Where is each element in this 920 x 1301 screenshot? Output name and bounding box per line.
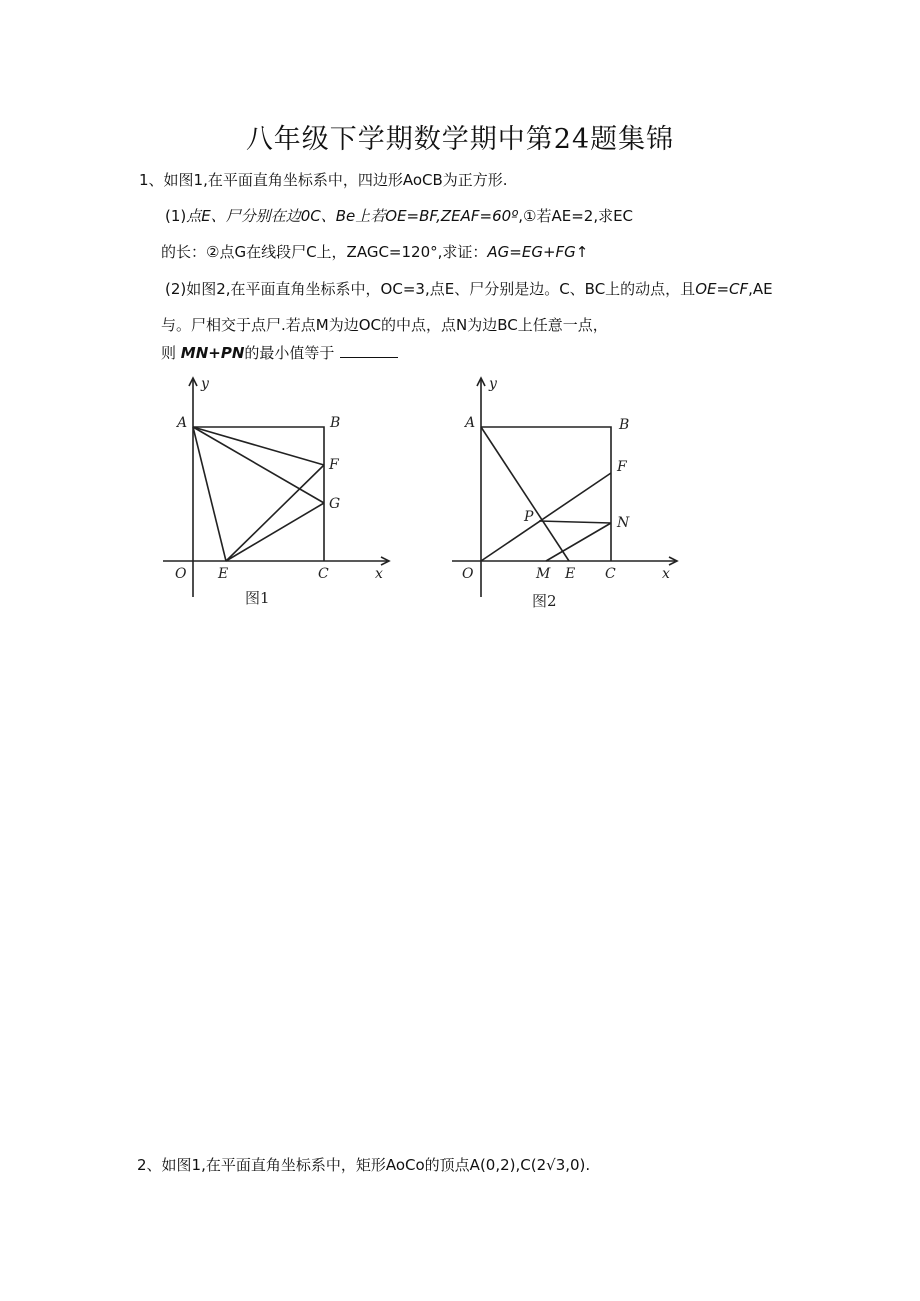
fig1-line-EG	[226, 503, 324, 561]
q1-p1-question: ,①若AE=2,求EC	[518, 207, 634, 225]
q1-part1-line2	[161, 242, 588, 262]
fig2-label-O: O	[462, 566, 474, 582]
q1-p2-formula: AG=EG+FG↑	[487, 243, 589, 261]
fig1-label-E: E	[218, 566, 229, 582]
fig1-label-F: F	[329, 457, 339, 473]
fig1-line-AE	[193, 427, 226, 561]
fig2-label-x: x	[662, 566, 670, 582]
fig2-label-M: M	[536, 566, 551, 582]
fig1-line-EF	[226, 465, 324, 561]
answer-blank	[340, 343, 398, 358]
q1-part2-line2: 与。尸相交于点尸.若点M为边OC的中点，点N为边BC上任意一点，	[161, 316, 608, 334]
fig2-caption: 图2	[532, 592, 557, 610]
q1-p1-num: (1)	[165, 207, 187, 225]
q1-part2-line3	[161, 343, 398, 363]
q1-p1-condition: 点E、尸分别在边0C、Be上若OE=BF,ZEAF=60º	[186, 207, 519, 225]
fig1-label-A: A	[177, 415, 188, 431]
fig2-label-F: F	[617, 459, 627, 475]
fig2-label-N: N	[617, 515, 630, 531]
page-title: 八年级下学期数学期中第24题集锦	[245, 124, 675, 155]
fig2-label-P: P	[524, 509, 534, 525]
fig1-label-x: x	[375, 566, 383, 582]
q1-p2-text: 的长：②点G在线段尸C上，ZAGC=120°,求证：	[161, 243, 488, 261]
q1-part1-line1	[165, 206, 633, 226]
fig1-label-y: y	[201, 376, 209, 392]
fig2-line-OF	[481, 473, 611, 561]
fig2-label-y: y	[489, 376, 497, 392]
q1-part2-line1	[165, 279, 773, 299]
fig1-label-O: O	[175, 566, 187, 582]
fig2-label-A: A	[465, 415, 476, 431]
fig1-label-C: C	[318, 566, 329, 582]
q1-p3-tail: ,AE	[748, 280, 773, 298]
figure-1	[155, 372, 405, 612]
fig1-label-G: G	[329, 496, 341, 512]
fig2-label-C: C	[605, 566, 616, 582]
q2-intro: 2、如图1,在平面直角坐标系中，矩形AoCo的顶点A(0,2),C(2√3,0).	[137, 1156, 591, 1174]
fig1-caption: 图1	[245, 589, 270, 607]
fig2-square	[481, 427, 611, 561]
fig1-line-AG	[193, 427, 324, 503]
q1-p5-prefix: 则	[161, 344, 177, 362]
figure-2	[447, 372, 687, 612]
q1-p5-text: 的最小值等于	[244, 344, 335, 362]
fig1-label-B: B	[330, 415, 341, 431]
fig2-line-PN	[539, 521, 611, 523]
fig2-label-E: E	[565, 566, 576, 582]
q1-p5-formula: MN+PN	[180, 344, 245, 362]
fig1-line-AF	[193, 427, 324, 465]
q1-p3-text: (2)如图2,在平面直角坐标系中，OC=3,点E、尸分别是边。C、BC上的动点，且	[165, 280, 696, 298]
q1-p3-formula: OE=CF	[695, 280, 749, 298]
fig2-label-B: B	[619, 417, 630, 433]
fig2-line-AE	[481, 427, 569, 561]
q1-intro: 1、如图1,在平面直角坐标系中，四边形AoCB为正方形.	[139, 171, 508, 189]
